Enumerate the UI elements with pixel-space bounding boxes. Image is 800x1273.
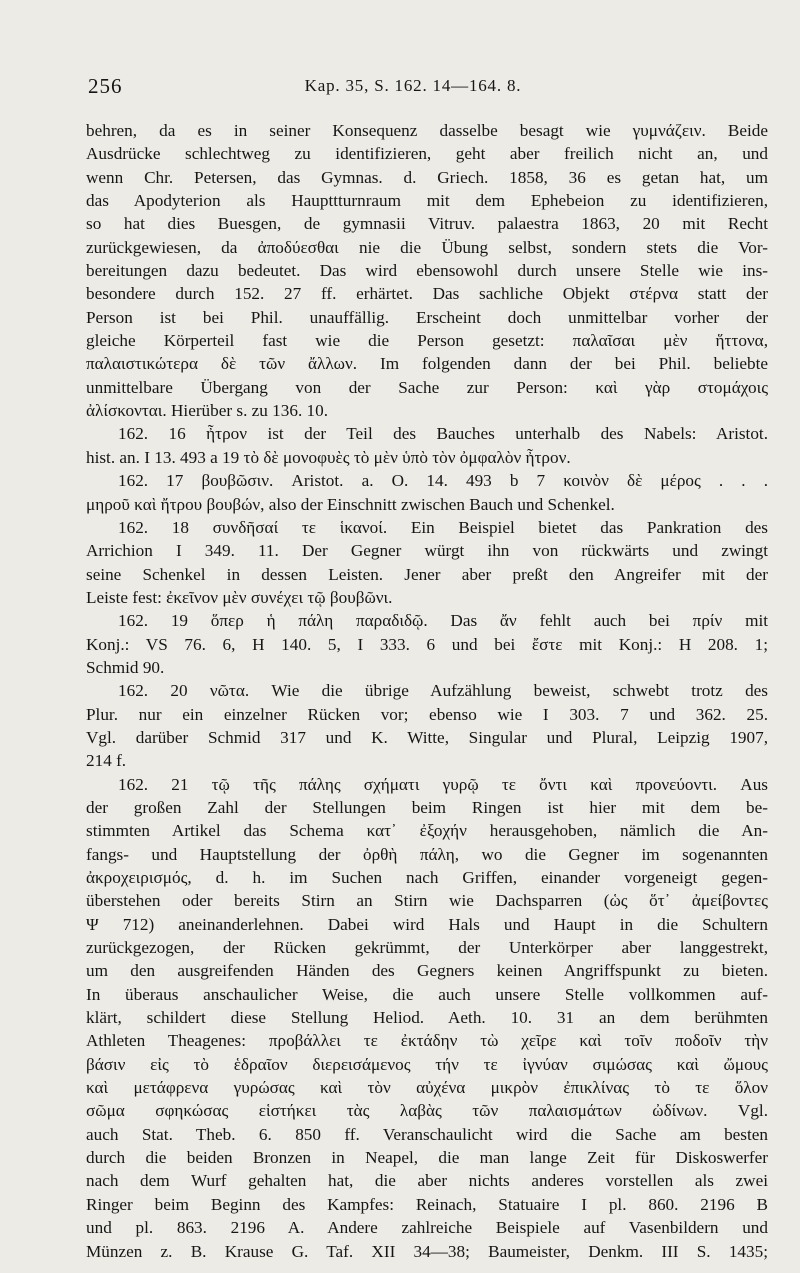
text-line: 162. 18 συνδῆσαί τε ἱκανοί. Ein Beispiel bietet das Pankration des xyxy=(118,517,768,537)
text-line: Leiste fest: ἐκεῖνον μὲν συνέχει τῷ βουβῶνι. xyxy=(86,587,393,607)
running-head: Kap. 35, S. 162. 14—164. 8. xyxy=(304,76,522,95)
text-line: hist. an. I 13. 493 a 19 τὸ δὲ μονοφυὲς τὸ μὲν ὑπὸ τὸν ὀμφαλὸν ἦτρον. xyxy=(86,447,571,467)
body-text xyxy=(86,119,768,1263)
text-line: behren, da es in seiner Konsequenz dasselbe besagt wie γυμνάζειν. Beide xyxy=(86,121,768,140)
text-line: Ψ 712) aneinanderlehnen. Dabei wird Hals und Haupt in die Schultern xyxy=(86,914,768,934)
text-line: βάσιν εἰς τὸ ἑδραῖον διερεισάμενος τήν τε ἰγνύαν σιμώσας καὶ ὤμους xyxy=(86,1054,768,1074)
text-line: klärt, schildert diese Stellung Heliod. Aeth. 10. 31 an dem berühmten xyxy=(86,1008,768,1028)
text-line: παλαιστικώτερα δὲ τῶν ἄλλων. Im folgenden dann der bei Phil. beliebte xyxy=(86,354,768,374)
text-line: bereitungen dazu bedeutet. Das wird ebensowohl durch unsere Stelle wie ins- xyxy=(86,261,768,281)
text-line: ἀλίσκονται. Hierüber s. zu 136. 10. xyxy=(86,401,329,421)
text-line: zurückgezogen, der Rücken gekrümmt, der Unterkörper aber langgestrekt, xyxy=(86,938,768,958)
text-line: Vgl. darüber Schmid 317 und K. Witte, Singular und Plural, Leipzig 1907, xyxy=(86,727,768,747)
text-line: Ausdrücke schlechtweg zu identifizieren, geht aber freilich nicht an, und xyxy=(86,144,768,164)
text-line: gleiche Körperteil fast wie die Person gesetzt: παλαῖσαι μὲν ἥττονα, xyxy=(86,331,768,351)
text-line: das Apodyterion als Haupttturnraum mit dem Ephebeion zu identifizieren, xyxy=(86,191,768,211)
text-line: Arrichion I 349. 11. Der Gegner würgt ihn von rückwärts und zwingt xyxy=(86,541,768,561)
text-line: nach dem Wurf gehalten hat, die aber nichts anderes vorstellen als zwei xyxy=(86,1171,768,1191)
text-line: μηροῦ καὶ ἤτρου βουβών, also der Einschnitt zwischen Bauch und Schenkel. xyxy=(86,494,615,514)
text-line: 162. 17 βουβῶσιν. Aristot. a. O. 14. 493 b 7 κοινὸν δὲ μέρος . . . xyxy=(118,471,768,491)
text-line: überstehen oder bereits Stirn an Stirn wie Dachsparren (ὡς ὅτ᾽ ἀμείβοντες xyxy=(86,891,768,911)
text-line: 162. 16 ἦτρον ist der Teil des Bauches unterhalb des Nabels: Aristot. xyxy=(118,424,768,444)
text-line: auch Stat. Theb. 6. 850 ff. Veranschaulicht wird die Sache am besten xyxy=(86,1124,768,1144)
page-header xyxy=(88,74,738,98)
text-line: unmittelbare Übergang von der Sache zur Person: καὶ γὰρ στομάχοις xyxy=(86,377,768,397)
text-line: stimmten Artikel das Schema κατ᾽ ἐξοχήν herausgehoben, nämlich die An- xyxy=(86,821,768,841)
text-line: fangs- und Hauptstellung der ὀρθὴ πάλη, wo die Gegner im sogenannten xyxy=(86,844,768,864)
text-line: Athleten Theagenes: προβάλλει τε ἐκτάδην τὼ χεῖρε καὶ τοῖν ποδοῖν τὴν xyxy=(86,1031,768,1051)
text-line: 162. 21 τῷ τῆς πάλης σχήματι γυρῷ τε ὄντι καὶ προνεύοντι. Aus xyxy=(118,774,768,794)
text-line: seine Schenkel in dessen Leisten. Jener aber preßt den Angreifer mit der xyxy=(86,564,768,584)
text-line: Person ist bei Phil. unauffällig. Erscheint doch unmittelbar vorher der xyxy=(86,307,768,327)
text-line: Plur. nur ein einzelner Rücken vor; ebenso wie I 303. 7 und 362. 25. xyxy=(86,704,768,724)
text-line: besondere durch 152. 27 ff. erhärtet. Das sachliche Objekt στέρνα statt der xyxy=(86,284,768,304)
text-line: σῶμα σφηκώσας εἱστήκει τὰς λαβὰς τῶν παλαισμάτων ὠδίνων. Vgl. xyxy=(86,1101,768,1121)
text-line: wenn Chr. Petersen, das Gymnas. d. Griech. 1858, 36 es getan hat, um xyxy=(86,167,768,187)
text-line: ἀκροχειρισμός, d. h. im Suchen nach Griffen, einander vorgeneigt gegen- xyxy=(86,868,768,887)
text-line: 162. 20 νῶτα. Wie die übrige Aufzählung beweist, schwebt trotz des xyxy=(118,681,768,701)
text-line: Schmid 90. xyxy=(86,657,165,677)
text-line: 162. 19 ὅπερ ἡ πάλη παραδιδῷ. Das ἄν fehlt auch bei πρίν mit xyxy=(118,611,768,631)
text-line: Ringer beim Beginn des Kampfes: Reinach, Statuaire I pl. 860. 2196 B xyxy=(86,1194,768,1214)
text-line: καὶ μετάφρενα γυρώσας καὶ τὸν αὐχένα μικρὸν ἐπικλίνας τὸ τε ὅλον xyxy=(86,1078,768,1098)
text-line: Münzen z. B. Krause G. Taf. XII 34—38; Baumeister, Denkm. III S. 1435; xyxy=(86,1241,768,1261)
text-line: der großen Zahl der Stellungen beim Ringen ist hier mit dem be- xyxy=(86,797,768,817)
page-number: 256 xyxy=(88,74,123,98)
text-line: um den ausgreifenden Händen des Gegners keinen Angriffspunkt zu bieten. xyxy=(86,961,768,981)
text-line: Konj.: VS 76. 6, H 140. 5, I 333. 6 und bei ἔστε mit Konj.: H 208. 1; xyxy=(86,634,768,654)
text-line: so hat dies Buesgen, de gymnasii Vitruv. palaestra 1863, 20 mit Recht xyxy=(86,214,768,234)
text-line: 214 f. xyxy=(86,751,127,771)
text-line: In überaus anschaulicher Weise, die auch unsere Stelle vollkommen auf- xyxy=(86,984,768,1004)
text-line: zurückgewiesen, da ἀποδύεσθαι nie die Übung selbst, sondern stets die Vor- xyxy=(86,237,768,257)
text-line: durch die beiden Bronzen in Neapel, die man lange Zeit für Diskoswerfer xyxy=(86,1148,768,1168)
text-line: und pl. 863. 2196 A. Andere zahlreiche Beispiele auf Vasenbildern und xyxy=(86,1218,768,1238)
